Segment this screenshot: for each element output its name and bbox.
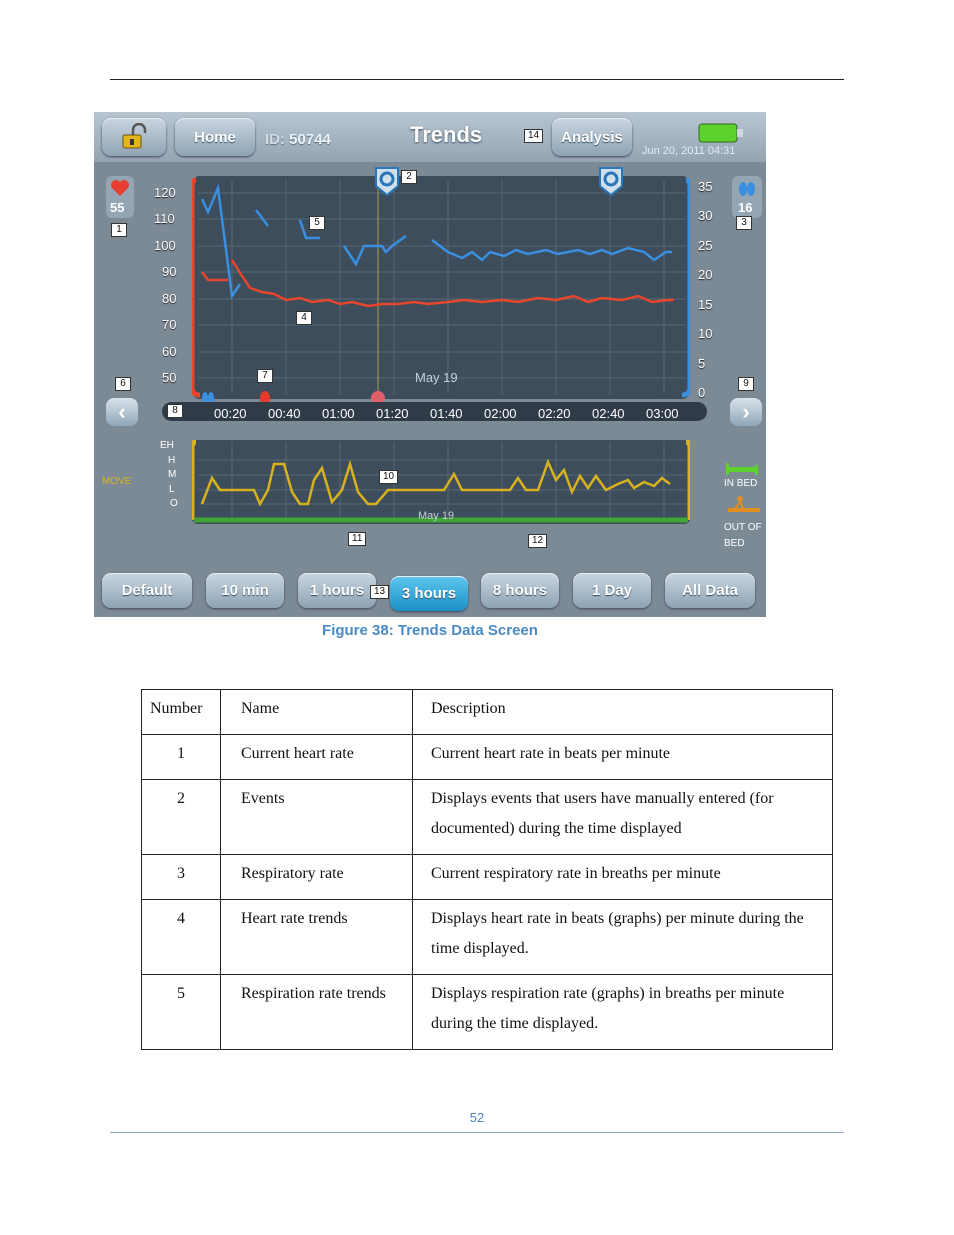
row-description: Displays respiration rate (graphs) in breaths per minute during the time displayed. — [413, 975, 833, 1050]
trends-screen — [94, 112, 766, 617]
callout-8: 8 — [167, 404, 183, 418]
row-name: Events — [221, 780, 413, 855]
scroll-left-button[interactable] — [106, 398, 138, 426]
level-label: EH — [160, 440, 174, 451]
heart-icon — [110, 179, 130, 197]
battery-icon — [698, 122, 746, 144]
patient-id — [265, 131, 331, 148]
trend-plot — [192, 176, 690, 399]
in-bed-label: IN BED — [724, 478, 758, 489]
x-tick: 00:40 — [268, 406, 301, 421]
row-name: Respiratory rate — [221, 855, 413, 900]
callout-2: 2 — [401, 170, 417, 184]
out-of-bed-icon — [726, 494, 762, 516]
chevron-left-icon: ‹ — [118, 399, 126, 424]
id-value: 50744 — [289, 131, 331, 148]
range-3hours-button[interactable]: 3 hours — [390, 576, 468, 611]
table-row — [142, 975, 833, 1050]
table-header-row — [142, 690, 833, 735]
callout-13: 13 — [370, 585, 389, 599]
footer-rule — [110, 1132, 844, 1133]
header-name: Name — [221, 690, 413, 735]
x-tick: 03:00 — [646, 406, 679, 421]
y-tick: 110 — [154, 211, 175, 226]
x-tick: 02:40 — [592, 406, 625, 421]
y-tick: 120 — [154, 185, 176, 200]
row-description: Current heart rate in beats per minute — [413, 735, 833, 780]
description-table — [141, 689, 833, 1050]
callout-4: 4 — [296, 311, 312, 325]
header-rule — [110, 79, 844, 80]
y-tick-right: 10 — [698, 326, 713, 341]
row-description: Displays events that users have manually entered (for documented) during the time displayed — [413, 780, 833, 855]
row-description: Displays heart rate in beats (graphs) per minute during the time displayed. — [413, 900, 833, 975]
y-tick: 60 — [162, 344, 177, 359]
out-of-bed-label: BED — [724, 538, 745, 549]
page-number: 52 — [469, 1110, 485, 1125]
x-tick: 02:20 — [538, 406, 571, 421]
x-tick: 01:20 — [376, 406, 409, 421]
level-label: H — [168, 455, 176, 466]
lower-chart-date-label: May 19 — [418, 510, 455, 522]
y-tick-right: 25 — [698, 238, 713, 253]
y-tick: 80 — [162, 291, 177, 306]
out-of-bed-label: OUT OF — [724, 522, 762, 533]
row-number: 5 — [142, 975, 221, 1050]
event-marker-icon — [374, 166, 400, 196]
x-tick: 00:20 — [214, 406, 247, 421]
y-tick-right: 30 — [698, 208, 713, 223]
analysis-button[interactable]: Analysis — [552, 118, 632, 156]
y-tick-right: 35 — [698, 179, 713, 194]
callout-5: 5 — [309, 216, 325, 230]
screen-title: Trends — [410, 122, 483, 147]
chart-date-label: May 19 — [415, 370, 458, 385]
range-1day-button[interactable]: 1 Day — [573, 573, 651, 608]
callout-9: 9 — [738, 377, 754, 391]
callout-7: 7 — [257, 369, 273, 383]
x-tick: 01:00 — [322, 406, 355, 421]
callout-11: 11 — [348, 532, 366, 546]
range-8hours-button[interactable]: 8 hours — [481, 573, 559, 608]
header-description: Description — [413, 690, 833, 735]
table-row — [142, 855, 833, 900]
resp-rate-value: 16 — [738, 200, 753, 215]
level-label: M — [168, 469, 177, 480]
heart-rate-value: 55 — [110, 200, 125, 215]
motion-chart — [192, 440, 690, 524]
row-name: Current heart rate — [221, 735, 413, 780]
range-default-button[interactable]: Default — [102, 573, 192, 608]
callout-1: 1 — [111, 223, 127, 237]
in-bed-icon — [724, 462, 760, 476]
row-number: 2 — [142, 780, 221, 855]
trend-chart — [192, 176, 690, 399]
y-tick-right: 15 — [698, 297, 713, 312]
row-number: 1 — [142, 735, 221, 780]
heart-rate-readout — [106, 176, 134, 218]
datetime-label: Jun 20, 2011 04:31 — [642, 145, 736, 157]
row-number: 4 — [142, 900, 221, 975]
callout-12: 12 — [528, 534, 547, 548]
table-row — [142, 735, 833, 780]
lungs-icon — [737, 179, 757, 197]
table-row — [142, 900, 833, 975]
row-name: Heart rate trends — [221, 900, 413, 975]
callout-6: 6 — [115, 377, 131, 391]
callout-3: 3 — [736, 216, 752, 230]
range-10min-button[interactable]: 10 min — [206, 573, 284, 608]
figure-caption: Figure 38: Trends Data Screen — [322, 622, 538, 639]
x-tick: 01:40 — [430, 406, 463, 421]
y-tick-right: 5 — [698, 356, 706, 371]
event-marker-icon — [598, 166, 624, 196]
callout-10: 10 — [379, 470, 398, 484]
y-tick: 100 — [154, 238, 176, 253]
move-label: MOVE — [102, 476, 132, 487]
table-row — [142, 780, 833, 855]
row-number: 3 — [142, 855, 221, 900]
level-label: O — [170, 498, 178, 509]
callout-14: 14 — [524, 129, 543, 143]
y-tick-right: 0 — [698, 385, 706, 400]
y-tick: 70 — [162, 317, 177, 332]
home-button[interactable]: Home — [175, 118, 255, 156]
row-description: Current respiratory rate in breaths per minute — [413, 855, 833, 900]
y-tick: 50 — [162, 370, 177, 385]
chevron-right-icon: › — [742, 399, 750, 424]
level-label: L — [169, 484, 175, 495]
resp-rate-readout — [732, 176, 762, 218]
lock-button[interactable] — [102, 118, 166, 156]
row-name: Respiration rate trends — [221, 975, 413, 1050]
id-prefix: ID: — [265, 131, 285, 148]
range-all-data-button[interactable]: All Data — [665, 573, 755, 608]
header-number: Number — [142, 690, 221, 735]
y-tick-right: 20 — [698, 267, 713, 282]
scroll-right-button[interactable] — [730, 398, 762, 426]
x-tick: 02:00 — [484, 406, 517, 421]
range-1hours-button[interactable]: 1 hours — [298, 573, 376, 608]
lock-icon — [119, 123, 149, 151]
y-tick: 90 — [162, 264, 177, 279]
